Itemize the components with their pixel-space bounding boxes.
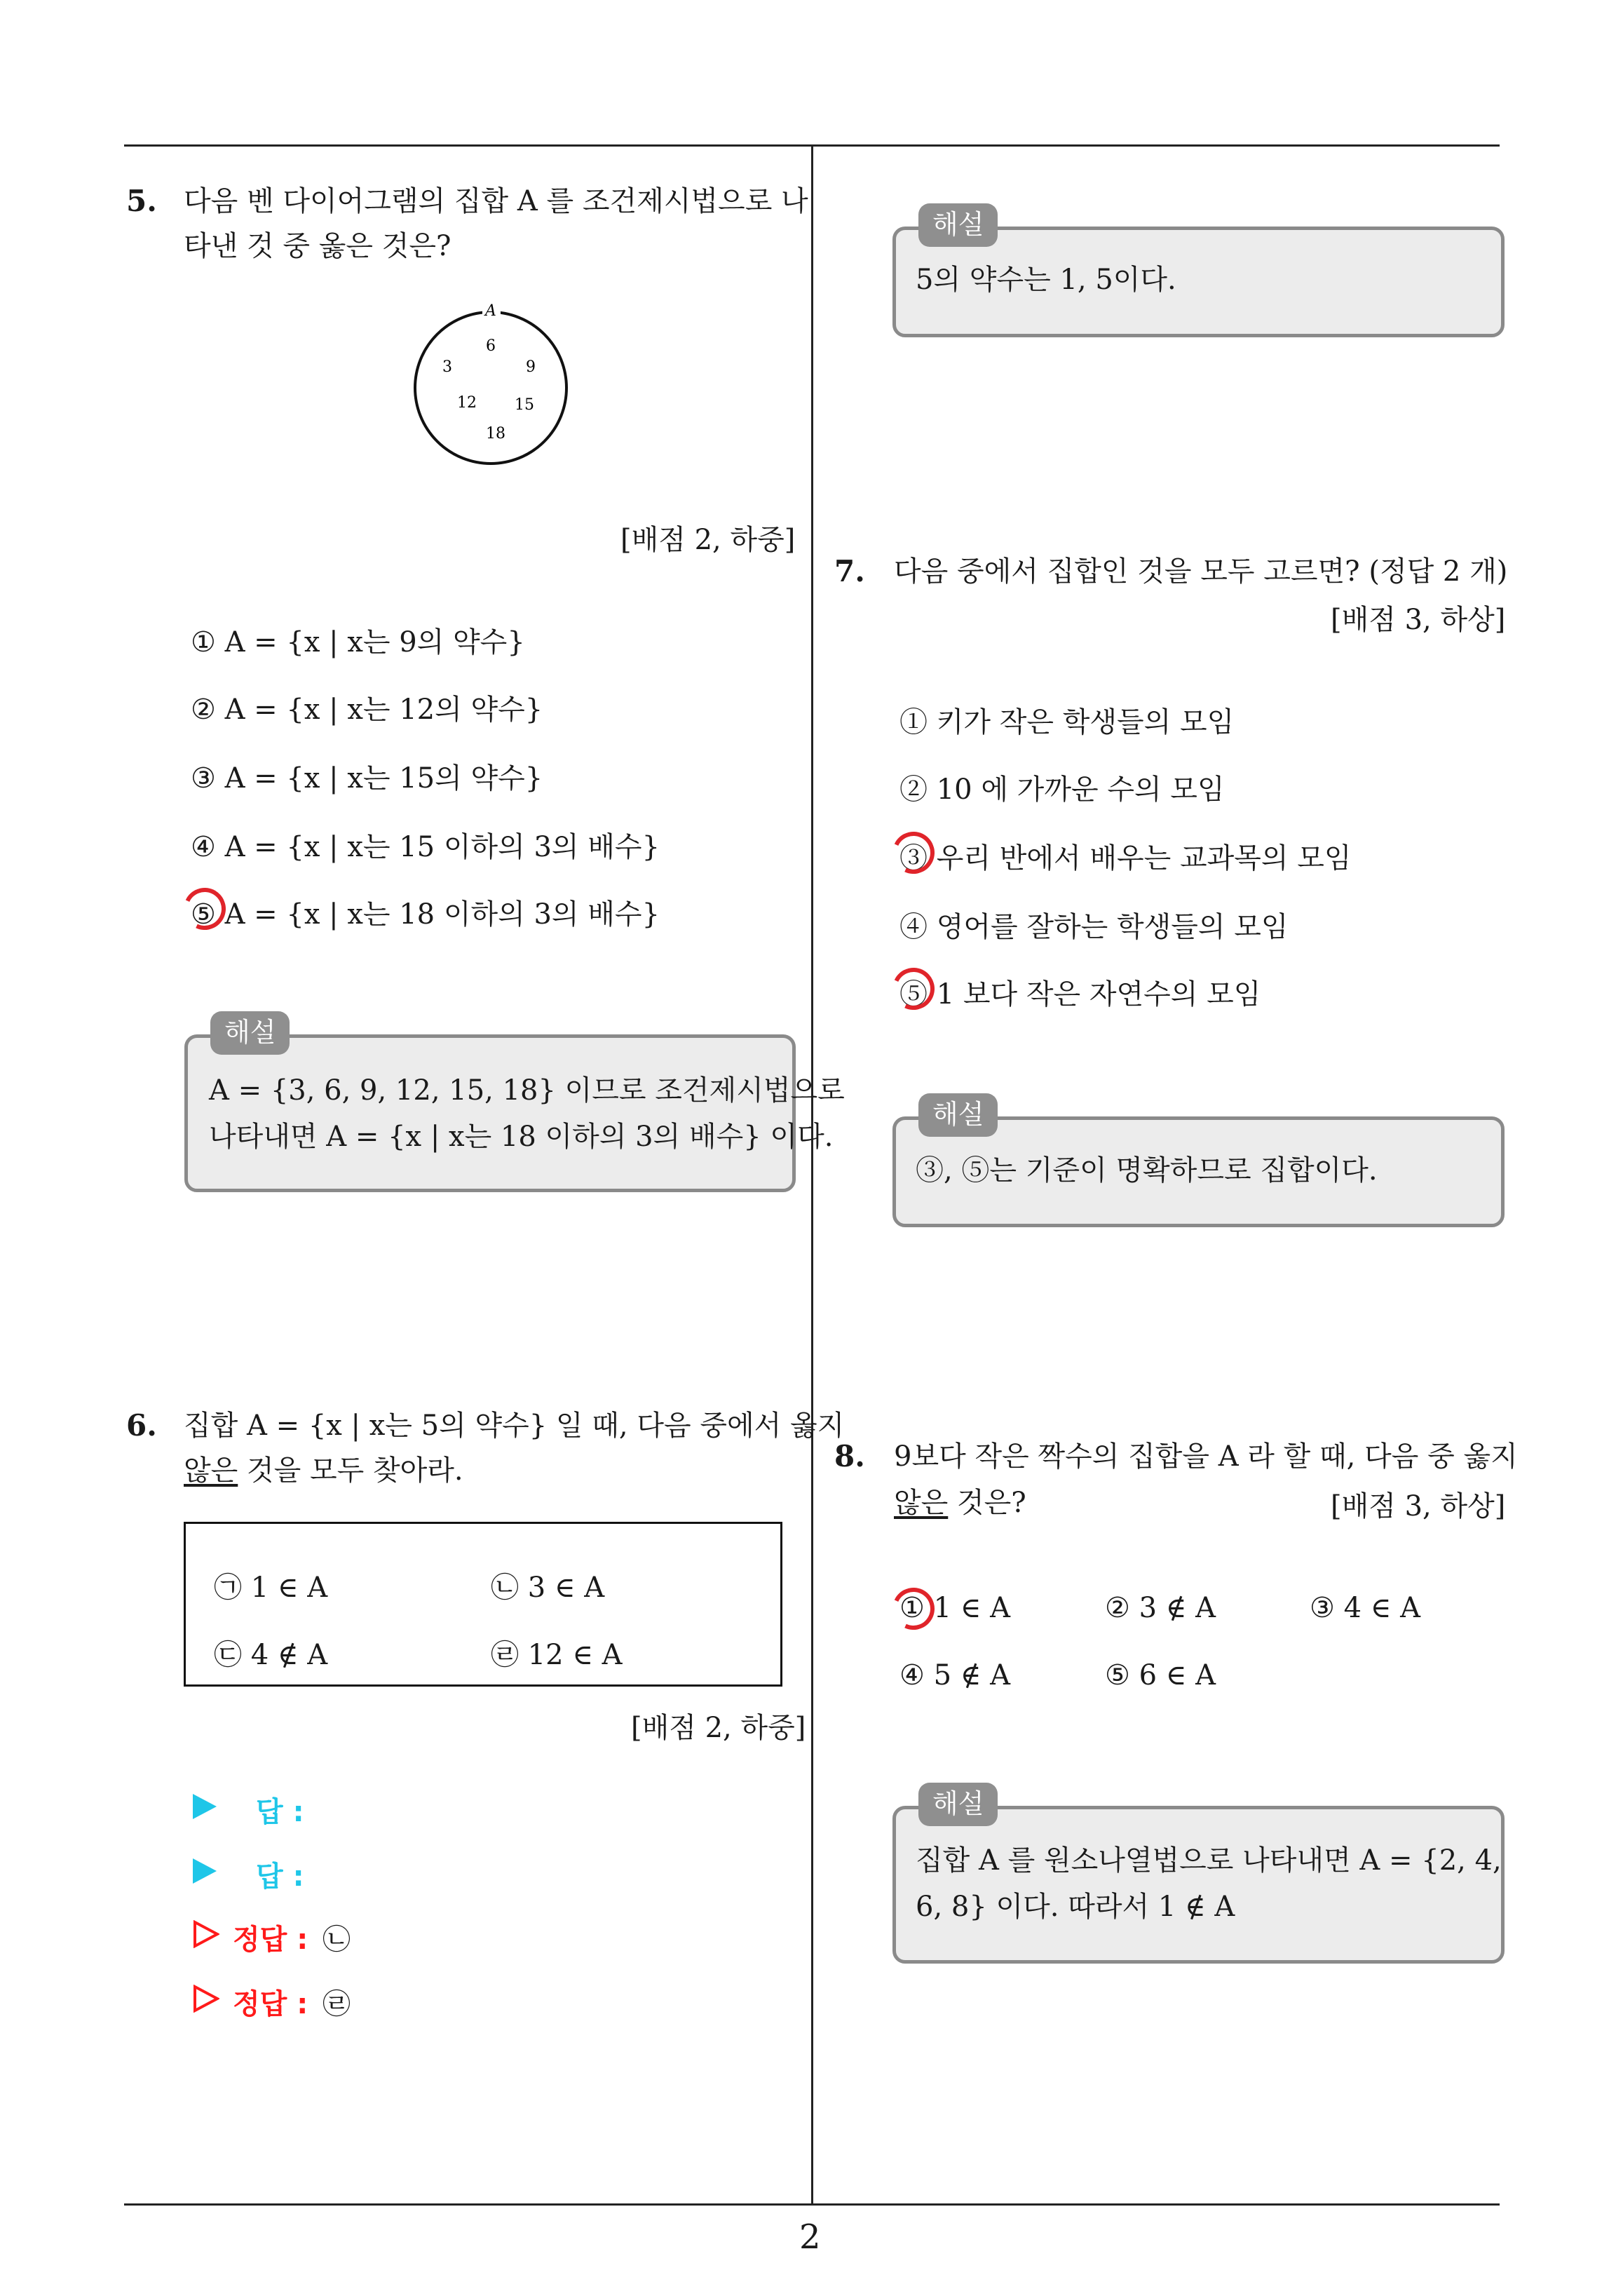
q7-choice-5[interactable]: ⑤ 1 보다 작은 자연수의 모임 (899, 978, 1261, 1011)
venn-element: 9 (526, 358, 536, 376)
correct-answer-label: 정답 : (233, 1924, 308, 1956)
q6-question-line1: 집합 A = {x | x는 5의 약수} 일 때, 다음 중에서 옳지 (184, 1410, 845, 1442)
correct-answer-value: ㉡ (322, 1924, 351, 1956)
q7-choice-3[interactable]: ③ 우리 반에서 배우는 교과목의 모임 (899, 842, 1352, 874)
q6-question-line2-rest: 것을 모두 찾아라. (238, 1454, 463, 1487)
page-number: 2 (799, 2217, 821, 2257)
q5-choice-2[interactable]: ② A = {x | x는 12의 약수} (191, 694, 543, 726)
q6-number: 6. (126, 1408, 157, 1443)
outline-triangle-icon (193, 1920, 219, 1948)
q5-number: 5. (126, 184, 157, 218)
venn-element: 12 (457, 394, 477, 412)
venn-diagram (407, 298, 575, 473)
q5-score: [배점 2, 하중] (620, 524, 796, 556)
q8-question-line2 (894, 1480, 1026, 1526)
q5-answer-explanation-text: 5의 약수는 1, 5이다. (916, 264, 1176, 296)
q7-question-line1: 다음 중에서 집합인 것을 모두 고르면? (정답 2 개) (894, 555, 1508, 588)
q8-choice-4[interactable]: ④ 5 ∉ A (899, 1659, 1010, 1691)
q6-statement: ㉢ 4 ∉ A (214, 1639, 328, 1671)
q7-score: [배점 3, 하상] (1331, 604, 1506, 636)
outline-triangle-icon (193, 1985, 219, 2013)
venn-element: 15 (515, 396, 534, 414)
play-icon (193, 1794, 217, 1819)
q8-score: [배점 3, 하상] (1331, 1490, 1506, 1522)
q6-question-line2 (184, 1447, 463, 1494)
correct-answer-value: ㉣ (322, 1988, 351, 2020)
play-icon (193, 1858, 217, 1884)
q8-explanation-tab: 해설 (918, 1783, 998, 1826)
q7-explanation-text: ③, ⑤는 기준이 명확하므로 집합이다. (916, 1154, 1378, 1187)
q5-explanation-tab: 해설 (210, 1011, 290, 1055)
correct-answer-label: 정답 : (233, 1988, 308, 2020)
column-divider (811, 144, 813, 2204)
q8-question-line1: 9보다 작은 짝수의 집합을 A 라 할 때, 다음 중 옳지 (894, 1440, 1518, 1473)
q6-score: [배점 2, 하중] (631, 1712, 806, 1744)
q8-choice-2[interactable]: ② 3 ∉ A (1105, 1592, 1216, 1624)
q8-number: 8. (834, 1439, 865, 1473)
bottom-rule (124, 2203, 1500, 2206)
q5-choice-1[interactable]: ① A = {x | x는 9의 약수} (191, 626, 525, 659)
answer-circle-mark (887, 1582, 941, 1636)
q5-question-line2: 타낸 것 중 옳은 것은? (184, 230, 451, 262)
venn-set-label: A (485, 302, 496, 320)
q5-question-line1: 다음 벤 다이어그램의 집합 A 를 조건제시법으로 나 (184, 185, 808, 217)
q8-explanation-line1: 집합 A 를 원소나열법으로 나타내면 A = {2, 4, (916, 1844, 1502, 1877)
q7-choice-2[interactable]: ② 10 에 가까운 수의 모임 (899, 774, 1225, 806)
q5-answer-explanation-tab: 해설 (918, 203, 998, 247)
answer-label: 답 : (256, 1796, 304, 1828)
q6-statement: ㉠ 1 ∈ A (214, 1572, 328, 1604)
q6-statement: ㉣ 12 ∈ A (491, 1639, 623, 1671)
q5-choice-5[interactable]: ⑤ A = {x | x는 18 이하의 3의 배수} (191, 898, 660, 931)
answer-input[interactable] (322, 1854, 743, 1889)
venn-element: 3 (442, 358, 452, 376)
q5-explanation-line1: A = {3, 6, 9, 12, 15, 18} 이므로 조건제시법으로 (209, 1074, 845, 1107)
q6-underlined-word: 않은 (184, 1454, 238, 1487)
q7-choice-4[interactable]: ④ 영어를 잘하는 학생들의 모임 (899, 911, 1289, 943)
q8-choice-3[interactable]: ③ 4 ∈ A (1310, 1592, 1420, 1624)
q5-choice-3[interactable]: ③ A = {x | x는 15의 약수} (191, 762, 543, 795)
q8-choice-5[interactable]: ⑤ 6 ∈ A (1105, 1659, 1216, 1691)
venn-element: 18 (486, 425, 505, 443)
q7-explanation-tab: 해설 (918, 1093, 998, 1137)
q8-question-line2-rest: 것은? (948, 1487, 1026, 1519)
q7-choice-1[interactable]: ① 키가 작은 학생들의 모임 (899, 706, 1235, 738)
q7-number: 7. (834, 554, 865, 588)
answer-label: 답 : (256, 1861, 304, 1893)
q8-underlined-word: 않은 (894, 1487, 949, 1519)
venn-element: 6 (486, 337, 496, 355)
q6-statement: ㉡ 3 ∈ A (491, 1572, 605, 1604)
q8-choice-1[interactable]: ① 1 ∈ A (899, 1592, 1010, 1624)
q5-choice-4[interactable]: ④ A = {x | x는 15 이하의 3의 배수} (191, 831, 660, 863)
answer-input[interactable] (322, 1790, 743, 1825)
q8-explanation-line2: 6, 8} 이다. 따라서 1 ∉ A (916, 1891, 1235, 1923)
q5-explanation-line2: 나타내면 A = {x | x는 18 이하의 3의 배수} 이다. (209, 1121, 834, 1153)
